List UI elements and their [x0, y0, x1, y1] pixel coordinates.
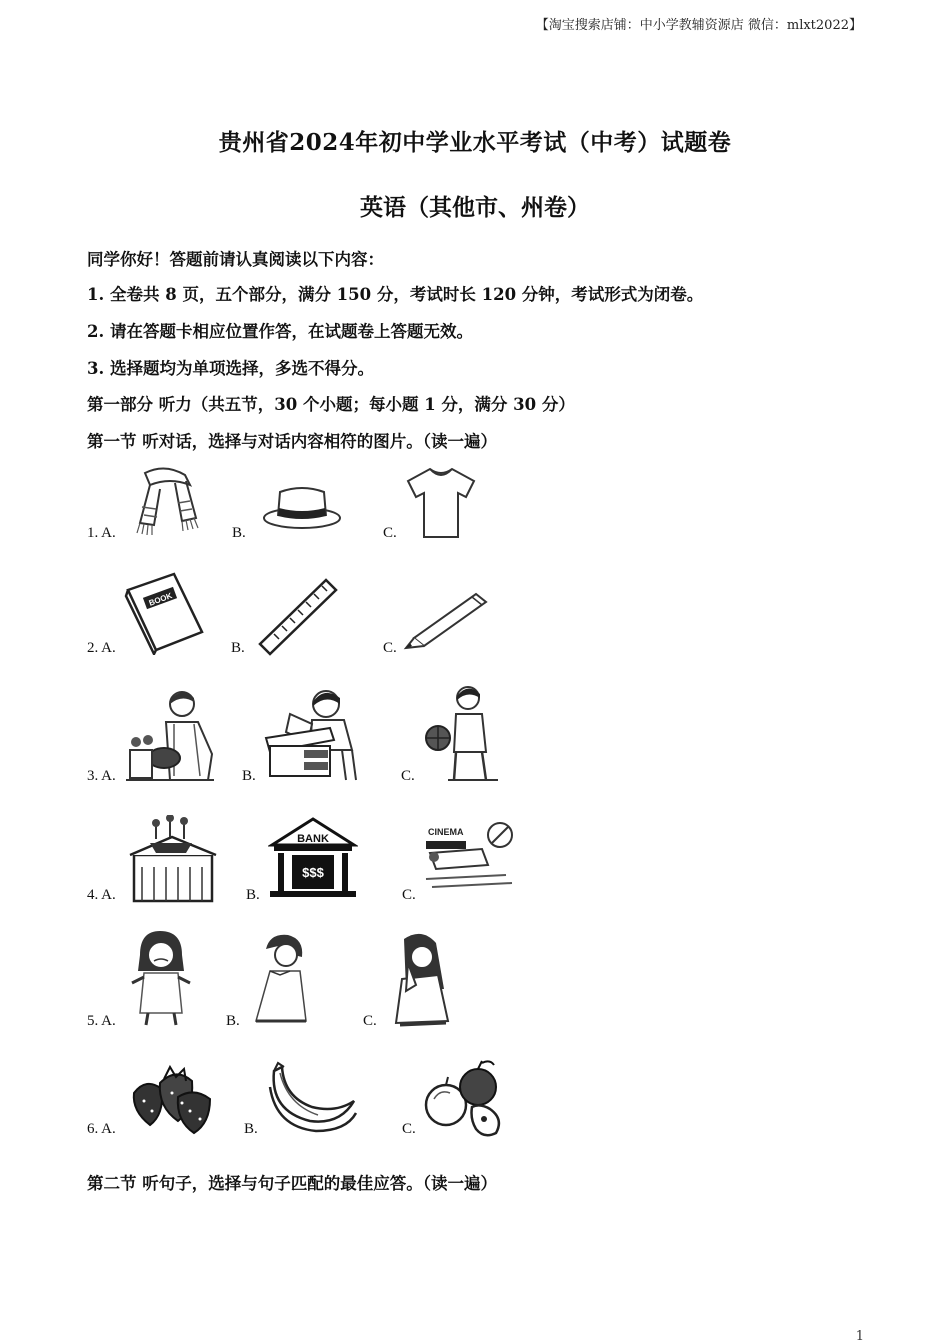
- part1-heading: 第一部分 听力（共五节，30 个小题；每小题 1 分，满分 30 分）: [87, 395, 575, 414]
- question-1-label: 1. A.: [87, 525, 116, 541]
- section2-heading: 第二节 听句子，选择与句子匹配的最佳应答。（读一遍）: [87, 1174, 497, 1193]
- question-2-option-b: B.: [231, 640, 245, 656]
- cinema-icon: [422, 819, 517, 899]
- pencil-icon: [402, 586, 492, 651]
- question-6-option-c: C.: [402, 1121, 416, 1137]
- question-5-label: 5. A.: [87, 1013, 116, 1029]
- question-3: [0, 680, 950, 790]
- ruler-icon: [256, 576, 341, 656]
- page-number: 1: [855, 1329, 864, 1344]
- question-5-option-b: B.: [226, 1013, 240, 1029]
- question-2-label: 2. A.: [87, 640, 116, 656]
- question-6-label: 6. A.: [87, 1121, 116, 1137]
- question-1: [0, 455, 950, 565]
- bananas-icon: [266, 1061, 361, 1136]
- flower-shop-icon: [126, 815, 221, 905]
- bank-sign-text: BANK: [297, 833, 329, 845]
- page-title: 贵州省2024年初中学业水平考试（中考）试题卷: [218, 129, 732, 156]
- instruction-greeting: 同学你好！答题前请认真阅读以下内容：: [87, 250, 384, 269]
- scarf-icon: [120, 463, 205, 543]
- question-4-option-b: B.: [246, 887, 260, 903]
- bank-money-text: $$$: [302, 865, 324, 880]
- question-5-option-c: C.: [363, 1013, 377, 1029]
- hat-icon: [262, 480, 342, 535]
- sick-girl-icon: [388, 929, 458, 1029]
- question-1-option-b: B.: [232, 525, 246, 541]
- question-1-option-c: C.: [383, 525, 397, 541]
- sad-girl-icon: [126, 927, 196, 1027]
- question-3-label: 3. A.: [87, 768, 116, 784]
- question-4-label: 4. A.: [87, 887, 116, 903]
- bank-icon: [268, 815, 358, 900]
- instruction-item-3: 3. 选择题均为单项选择，多选不得分。: [87, 359, 374, 378]
- worried-girl-icon: [248, 931, 313, 1026]
- book-icon: [122, 570, 207, 655]
- instruction-item-2: 2. 请在答题卡相应位置作答，在试题卷上答题无效。: [87, 322, 473, 341]
- section1-heading: 第一节 听对话，选择与对话内容相符的图片。（读一遍）: [87, 432, 497, 451]
- question-6: [0, 1055, 950, 1165]
- basketball-boy-icon: [420, 682, 505, 782]
- question-3-option-c: C.: [401, 768, 415, 784]
- instruction-item-1: 1. 全卷共 8 页，五个部分，满分 150 分，考试时长 120 分钟，考试形式为闭卷。: [87, 285, 704, 304]
- question-6-option-b: B.: [244, 1121, 258, 1137]
- header-note: 【淘宝搜索店铺：中小学教辅资源店 微信：mlxt2022】: [535, 18, 862, 33]
- tshirt-icon: [404, 463, 479, 543]
- question-2-option-c: C.: [383, 640, 397, 656]
- reading-boy-icon: [264, 684, 359, 784]
- strawberries-icon: [124, 1059, 219, 1139]
- apples-icon: [420, 1059, 515, 1139]
- question-2: [0, 568, 950, 678]
- question-3-option-b: B.: [242, 768, 256, 784]
- cooking-boy-icon: [124, 684, 219, 784]
- book-cover-text: BOOK: [147, 591, 174, 608]
- cinema-sign-text: CINEMA: [428, 827, 464, 837]
- page-subtitle: 英语（其他市、州卷）: [360, 194, 590, 221]
- question-4-option-c: C.: [402, 887, 416, 903]
- question-5: [0, 925, 950, 1035]
- question-4: [0, 805, 950, 915]
